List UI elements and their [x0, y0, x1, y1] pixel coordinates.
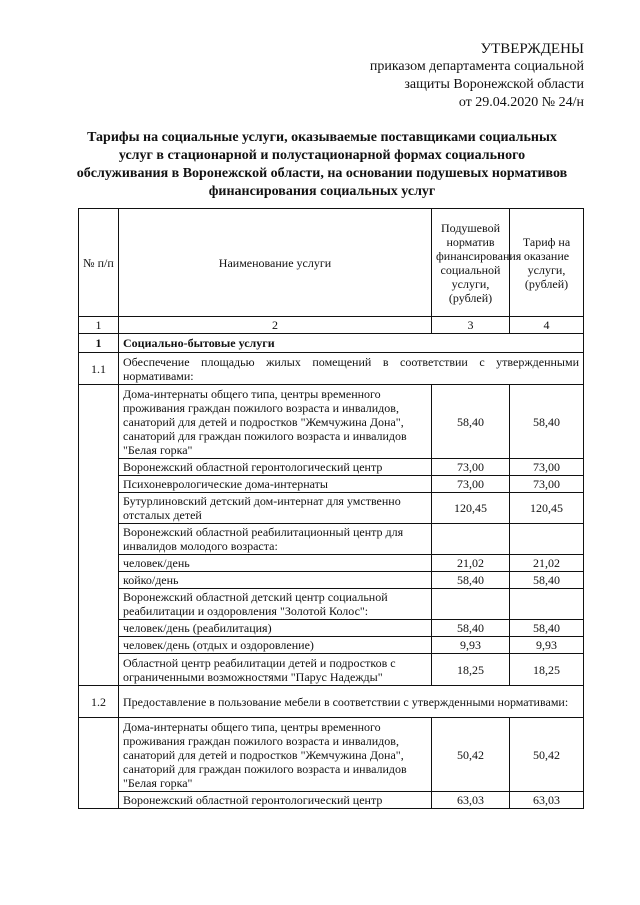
- table-row: [79, 620, 584, 637]
- approval-line-2: защиты Воронежской области: [404, 77, 584, 92]
- service-name: Бутурлиновский детский дом-интернат для умственно отсталых детей: [119, 493, 432, 524]
- header-norm: Подушевой норматив финансирования социальной услуги, (рублей): [432, 209, 510, 317]
- norm-value: 58,40: [432, 572, 510, 589]
- norm-value: [432, 524, 510, 555]
- tariff-value: 50,42: [510, 718, 584, 792]
- table-row: [79, 476, 584, 493]
- table-row: [79, 493, 584, 524]
- group-num: 1.1: [79, 353, 119, 385]
- service-name: Областной центр реабилитации детей и подростков с ограниченными возможностями "Парус Надежды": [119, 654, 432, 686]
- service-name: Психоневрологические дома-интернаты: [119, 476, 432, 493]
- group-num: 1.2: [79, 686, 119, 718]
- group-num-spacer: [79, 385, 119, 686]
- norm-value: 73,00: [432, 476, 510, 493]
- tariff-value: 58,40: [510, 385, 584, 459]
- table-row: [79, 524, 584, 555]
- service-name: койко/день: [119, 572, 432, 589]
- norm-value: 50,42: [432, 718, 510, 792]
- tariffs-table: [78, 208, 584, 809]
- tariff-value: 18,25: [510, 654, 584, 686]
- table-row: [79, 792, 584, 809]
- section-row: [79, 334, 584, 353]
- tariff-value: 21,02: [510, 555, 584, 572]
- tariff-value: [510, 524, 584, 555]
- table-row: [79, 654, 584, 686]
- norm-value: 58,40: [432, 385, 510, 459]
- norm-value: 63,03: [432, 792, 510, 809]
- group-name: Обеспечение площадью жилых помещений в соответствии с утвержденными нормативами:: [119, 353, 584, 385]
- group-row: [79, 353, 584, 385]
- service-name: Воронежский областной реабилитационный центр для инвалидов молодого возраста:: [119, 524, 432, 555]
- norm-value: 73,00: [432, 459, 510, 476]
- col-index: 2: [119, 317, 432, 334]
- approval-heading: УТВЕРЖДЕНЫ: [480, 41, 584, 57]
- tariff-value: 63,03: [510, 792, 584, 809]
- norm-value: 9,93: [432, 637, 510, 654]
- approval-line-3: от 29.04.2020 № 24/н: [458, 95, 584, 110]
- tariff-value: 9,93: [510, 637, 584, 654]
- header-tariff: Тариф на оказание услуги, (рублей): [510, 209, 584, 317]
- tariff-value: 120,45: [510, 493, 584, 524]
- group-num-spacer: [79, 718, 119, 809]
- norm-value: 18,25: [432, 654, 510, 686]
- service-name: Воронежский областной детский центр социальной реабилитации и оздоровления "Золотой Колос":: [119, 589, 432, 620]
- tariff-value: 73,00: [510, 459, 584, 476]
- norm-value: 58,40: [432, 620, 510, 637]
- norm-value: [432, 589, 510, 620]
- section-name: Социально-бытовые услуги: [119, 334, 584, 353]
- header-num: № п/п: [79, 209, 119, 317]
- approval-block: [370, 40, 584, 112]
- norm-value: 120,45: [432, 493, 510, 524]
- service-name: Дома-интернаты общего типа, центры временного проживания граждан пожилого возраста и инвалидов, санаторий для детей и подростков "Жемчужина Дона", санаторий для граждан пожилого возраста и инвалидов "Белая горка": [119, 385, 432, 459]
- col-index: 3: [432, 317, 510, 334]
- tariff-value: [510, 589, 584, 620]
- table-row: [79, 385, 584, 459]
- table-row: [79, 589, 584, 620]
- tariff-value: 58,40: [510, 572, 584, 589]
- service-name: человек/день (реабилитация): [119, 620, 432, 637]
- approval-line-1: приказом департамента социальной: [369, 59, 584, 74]
- service-name: человек/день: [119, 555, 432, 572]
- section-num: 1: [79, 334, 119, 353]
- table-row: [79, 555, 584, 572]
- table-row: [79, 572, 584, 589]
- service-name: Дома-интернаты общего типа, центры временного проживания граждан пожилого возраста и инвалидов, санаторий для детей и подростков "Жемчужина Дона", санаторий для граждан пожилого возраста и инвалидов "Белая горка": [119, 718, 432, 792]
- service-name: Воронежский областной геронтологический центр: [119, 459, 432, 476]
- table-row: [79, 718, 584, 792]
- group-row: [79, 686, 584, 718]
- col-index: 1: [79, 317, 119, 334]
- service-name: человек/день (отдых и оздоровление): [119, 637, 432, 654]
- table-row: [79, 459, 584, 476]
- tariff-value: 58,40: [510, 620, 584, 637]
- column-index-row: [79, 317, 584, 334]
- header-name: Наименование услуги: [119, 209, 432, 317]
- document-title: Тарифы на социальные услуги, оказываемые поставщиками социальных услуг в стационарной и полустационарной формах социального обслуживания в Воронежской области, на основании подушевых нормативов финансирования социальных услуг: [76, 130, 568, 199]
- table-row: [79, 637, 584, 654]
- group-name: Предоставление в пользование мебели в соответствии с утвержденными нормативами:: [119, 686, 584, 718]
- tariff-value: 73,00: [510, 476, 584, 493]
- col-index: 4: [510, 317, 584, 334]
- norm-value: 21,02: [432, 555, 510, 572]
- service-name: Воронежский областной геронтологический центр: [119, 792, 432, 809]
